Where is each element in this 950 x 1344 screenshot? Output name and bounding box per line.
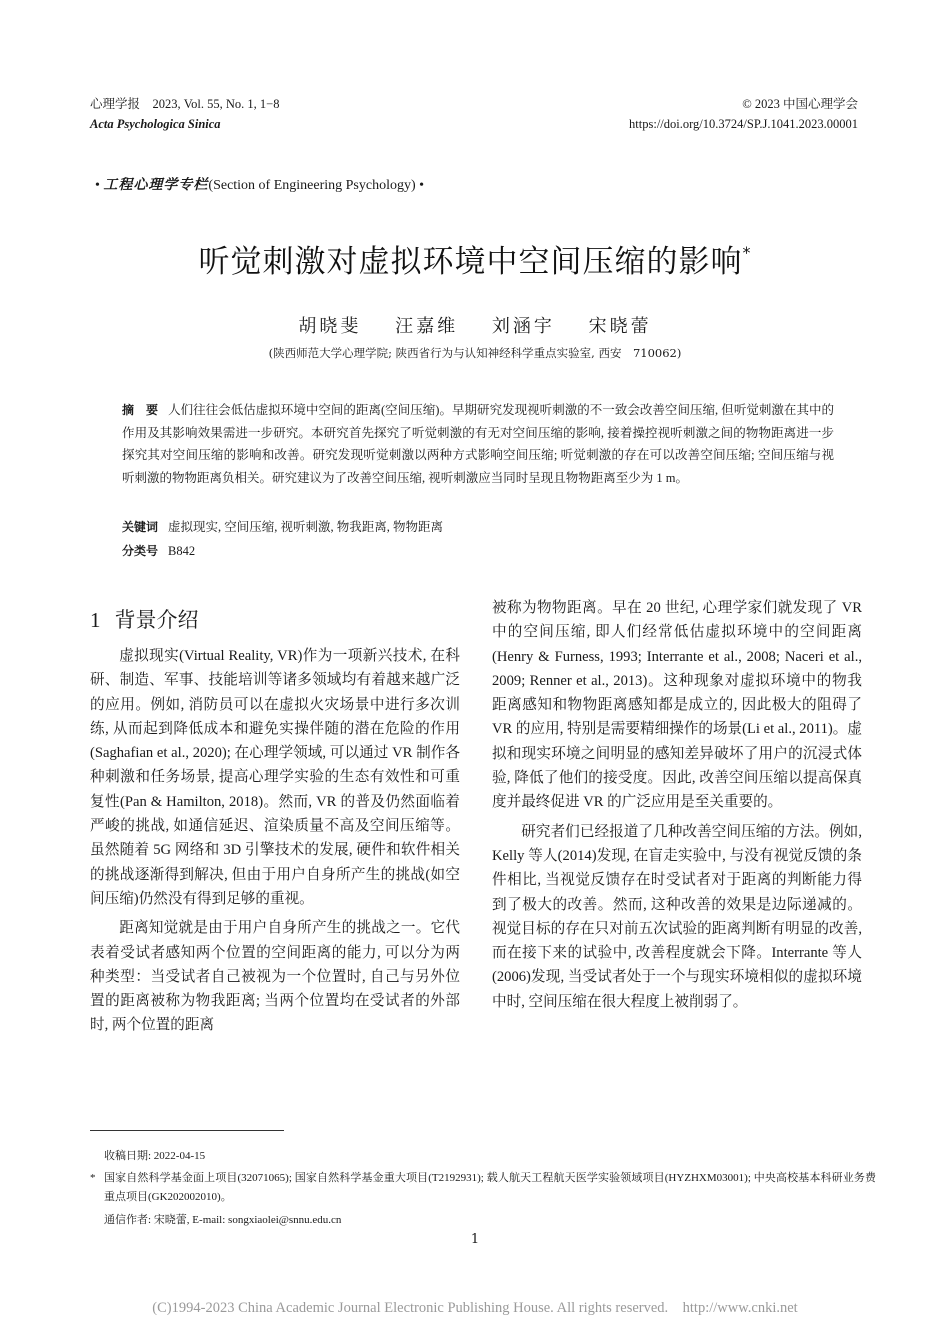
body-paragraph: 研究者们已经报道了几种改善空间压缩的方法。例如, Kelly 等人(2014)发现, 在盲走实验中, 与没有视觉反馈的条件相比, 当视觉反馈存在时受试者对于距离的判断能力得到了极大的改善。然而, 这种改善的效果是边际递减的。视觉目标的存在只对前五次试验的距离判断有明显的改善, 而在接下来的试验中, 改善程度就会下降。Interrante 等人(2006)发现, 当受试者处于一个与现实环境相似的虚拟环境中时, 空间压缩在很大程度上被削弱了。 — [492, 823, 862, 1010]
keywords-row — [122, 517, 443, 535]
title-footnote-mark[interactable]: * — [742, 243, 752, 262]
keywords-text: 虚拟现实, 空间压缩, 视听刺激, 物我距离, 物物距离 — [168, 520, 444, 534]
paper-title: 听觉刺激对虚拟环境中空间压缩的影响 — [198, 244, 743, 280]
abstract — [122, 399, 834, 489]
doi-link[interactable]: https://doi.org/10.3724/SP.J.1041.2023.00001 — [629, 117, 858, 131]
classification-label: 分类号 — [122, 544, 159, 558]
corresponding-author: 通信作者: 宋晓蕾, E-mail: songxiaolei@snnu.edu.cn — [104, 1214, 342, 1226]
cnki-watermark: (C)1994-2023 China Academic Journal Electronic Publishing House. All rights reserved. http://www.cnki.net — [152, 1300, 798, 1316]
running-header-right — [629, 94, 858, 134]
section-title: 背景介绍 — [114, 608, 199, 632]
received-date: 收稿日期: 2022-04-15 — [104, 1150, 206, 1162]
classification-row — [122, 542, 195, 559]
body-paragraph: 虚拟现实(Virtual Reality, VR)作为一项新兴技术, 在科研、制造、军事、技能培训等诸多领域均有着越来越广泛的应用。例如, 消防员可以在虚拟火灾场景中进行多次训练, 从而起到降低成本和避免实操伴随的潜在危险的作用(Saghafian et al., 2020); 在心理学领域, 可以通过 VR 制作各种刺激和任务场景, 提高心理学实验的生态有效性和可重复性(Pan & Hamilton, 2018)。然而, VR 的普及仍然面临着严峻的挑战, 如通信延迟、渲染质量不高及空间压缩等。虽然随着 5G 网络和 3D 引擎技术的发展, 硬件和软件相关的挑战逐渐得到解决, 但由于用户自身所产生的挑战(如空间压缩)仍然没有得到足够的重视。 — [90, 648, 460, 907]
bullet-left: • — [95, 178, 100, 193]
section-tag-en: (Section of Engineering Psychology) — [208, 178, 416, 193]
author-name: 宋晓蕾 — [588, 316, 652, 337]
journal-en-title: Acta Psychologica Sinica — [90, 117, 221, 131]
author-name: 汪嘉维 — [395, 316, 459, 337]
abstract-text: 人们往往会低估虚拟环境中空间的距离(空间压缩)。早期研究发现视听刺激的不一致会改善空间压缩, 但听觉刺激在其中的作用及其影响效果需进一步研究。本研究首先探究了听觉刺激的有无对空间压缩的影响, 接着操控视听刺激之间的物物距离进一步探究其对空间压缩的影响和改善。研究发现听觉刺激以两种方式影响空间压缩; 听觉刺激的存在可以改善空间压缩; 空间压缩与视听刺激的物物距离负相关。研究建议为了改善空间压缩, 视听刺激应当同时呈现且物物距离至少为 1 m。 — [122, 403, 834, 485]
body-column-left — [90, 644, 460, 1043]
footnote-divider — [90, 1130, 284, 1131]
paper-title-block — [0, 236, 950, 281]
funding-mark: * — [90, 1172, 96, 1184]
author-name: 胡晓斐 — [298, 316, 362, 337]
body-paragraph: 被称为物物距离。早在 20 世纪, 心理学家们就发现了 VR 中的空间压缩, 即人们经常低估虚拟环境中的空间距离(Henry & Furness, 1993; Interrante et al., 2008; Naceri et al., 2009; Renner et al., 2013)。这种现象对虚拟环境中的物我距离感知和物物距离感知都是成立的, 因此极大的阻碍了 VR 的应用, 特别是需要精细操作的场景(Li et al., 2011)。虚拟和现实环境之间明显的感知差异破坏了用户的沉浸式体验, 降低了他们的接受度。因此, 改善空间压缩以提高保真度并最终促进 VR 的广泛应用是至关重要的。 — [492, 600, 862, 811]
affiliation: (陕西师范大学心理学院; 陕西省行为与认知神经科学重点实验室, 西安 710062) — [268, 346, 682, 360]
author-name: 刘涵宇 — [491, 316, 555, 337]
section-heading — [90, 604, 199, 634]
copyright-notice: © 2023 中国心理学会 — [742, 97, 858, 111]
section-tag-cn: 工程心理学专栏 — [103, 178, 209, 193]
author-list — [0, 312, 950, 338]
body-paragraph: 距离知觉就是由于用户自身所产生的挑战之一。它代表着受试者感知两个位置的空间距离的能力, 可以分为两种类型：当受试者自己被视为一个位置时, 自己与另外位置的距离被称为物我距离; 当两个位置均在受试者的外部时, 两个位置的距离 — [90, 920, 460, 1034]
journal-cn-info: 心理学报 2023, Vol. 55, No. 1, 1−8 — [90, 97, 280, 111]
running-header-left — [90, 94, 279, 134]
body-column-right — [492, 596, 862, 1019]
keywords-label: 关键词 — [122, 520, 159, 534]
page-number: 1 — [470, 1232, 480, 1247]
section-number: 1 — [90, 608, 101, 632]
funding-text: 国家自然科学基金面上项目(32071065); 国家自然科学基金重大项目(T2192931); 载人航天工程航天医学实验领域项目(HYZHXM03001); 中央高校基本科研业务费重点项目(GK202002010)。 — [104, 1172, 876, 1203]
bullet-right: • — [419, 178, 425, 193]
classification-code: B842 — [168, 544, 196, 558]
section-tag — [95, 174, 424, 194]
funding-note — [90, 1169, 876, 1207]
abstract-label: 摘 要 — [122, 403, 159, 417]
